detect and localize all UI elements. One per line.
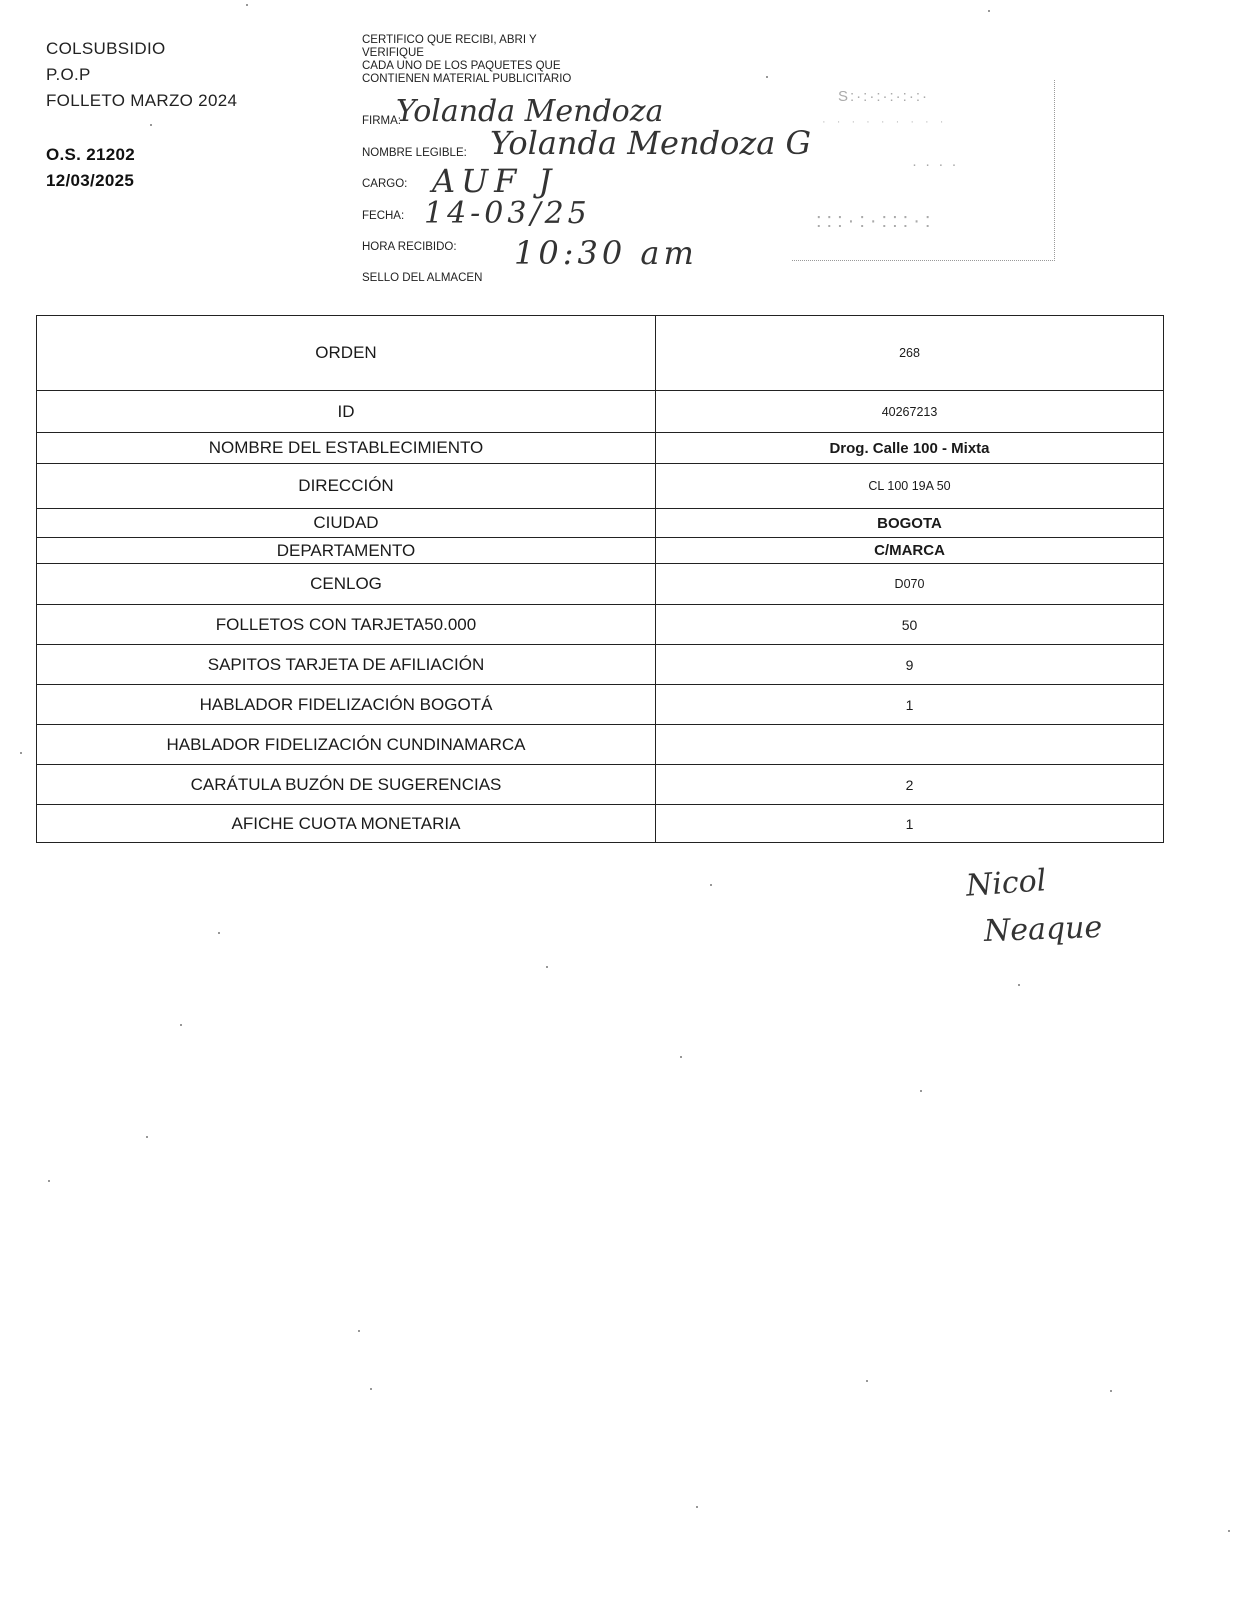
warehouse-stamp: S:·:·:·:·:·:· · · · · · · · · · · · · · :::·:·:::·:	[792, 80, 1055, 261]
row-value: BOGOTA	[656, 509, 1164, 538]
row-label: ORDEN	[37, 316, 656, 391]
cert-line: CONTIENEN MATERIAL PUBLICITARIO	[362, 73, 572, 85]
table-row	[37, 564, 1164, 605]
table-row	[37, 391, 1164, 433]
scan-speck	[1228, 1530, 1230, 1532]
row-label: DIRECCIÓN	[37, 464, 656, 509]
row-value: 40267213	[656, 391, 1164, 433]
cert-line: CERTIFICO QUE RECIBI, ABRI Y	[362, 34, 537, 46]
scan-speck	[866, 1380, 868, 1382]
company-name: COLSUBSIDIO	[46, 39, 166, 58]
scan-speck	[988, 10, 990, 12]
row-value: Drog. Calle 100 - Mixta	[656, 433, 1164, 464]
scan-speck	[20, 752, 22, 754]
cargo-label: CARGO:	[362, 178, 408, 190]
scan-speck	[48, 1180, 50, 1182]
order-service-number: O.S. 21202	[46, 145, 136, 164]
table-row	[37, 685, 1164, 725]
scan-speck	[680, 1056, 682, 1058]
firma-signature: Yolanda Mendoza	[396, 94, 664, 129]
row-label: CENLOG	[37, 564, 656, 605]
row-label: DEPARTAMENTO	[37, 538, 656, 564]
document-date: 12/03/2025	[46, 171, 135, 190]
row-value: CL 100 19A 50	[656, 464, 1164, 509]
scan-speck	[710, 884, 712, 886]
nombre-legible-label: NOMBRE LEGIBLE:	[362, 147, 467, 159]
row-label: FOLLETOS CON TARJETA50.000	[37, 605, 656, 645]
sello-almacen-label: SELLO DEL ALMACEN	[362, 272, 483, 284]
row-value: 9	[656, 645, 1164, 685]
certification-text	[362, 34, 622, 86]
table-row	[37, 725, 1164, 765]
cert-line: VERIFIQUE	[362, 47, 424, 59]
cargo-value: AUF J	[432, 162, 558, 200]
scan-speck	[1110, 1390, 1112, 1392]
row-value: 1	[656, 685, 1164, 725]
table-row	[37, 605, 1164, 645]
table-row	[37, 765, 1164, 805]
order-details-table	[36, 315, 1164, 843]
table-row	[37, 433, 1164, 464]
row-value: 268	[656, 316, 1164, 391]
handwritten-name-line2: Neaque	[983, 909, 1103, 950]
scan-speck	[358, 1330, 360, 1332]
handwritten-name-line1: Nicol	[964, 863, 1048, 904]
row-value: 2	[656, 765, 1164, 805]
scan-speck	[1018, 984, 1020, 986]
row-label: SAPITOS TARJETA DE AFILIACIÓN	[37, 645, 656, 685]
scan-speck	[370, 1388, 372, 1390]
row-value	[656, 725, 1164, 765]
fecha-value: 14-03/25	[424, 196, 591, 231]
scan-speck	[180, 1024, 182, 1026]
row-value: 1	[656, 805, 1164, 843]
row-value: C/MARCA	[656, 538, 1164, 564]
nombre-legible-value: Yolanda Mendoza G	[490, 124, 811, 162]
table-row	[37, 464, 1164, 509]
scan-speck	[546, 966, 548, 968]
cert-line: CADA UNO DE LOS PAQUETES QUE	[362, 60, 561, 72]
row-value: D070	[656, 564, 1164, 605]
scan-speck	[146, 1136, 148, 1138]
table-row	[37, 805, 1164, 843]
pop-label: P.O.P	[46, 65, 91, 84]
hora-recibido-label: HORA RECIBIDO:	[362, 241, 457, 253]
row-label: HABLADOR FIDELIZACIÓN BOGOTÁ	[37, 685, 656, 725]
table-row	[37, 316, 1164, 391]
table-row	[37, 509, 1164, 538]
hora-recibido-value: 10:30 am	[514, 234, 698, 272]
fecha-label: FECHA:	[362, 210, 405, 222]
row-label: ID	[37, 391, 656, 433]
scan-speck	[696, 1506, 698, 1508]
row-value: 50	[656, 605, 1164, 645]
folleto-title: FOLLETO MARZO 2024	[46, 91, 238, 110]
table-row	[37, 538, 1164, 564]
row-label: CIUDAD	[37, 509, 656, 538]
scan-speck	[920, 1090, 922, 1092]
document-header	[46, 36, 237, 194]
scan-speck	[246, 4, 248, 6]
row-label: NOMBRE DEL ESTABLECIMIENTO	[37, 433, 656, 464]
table-row	[37, 645, 1164, 685]
scan-speck	[218, 932, 220, 934]
firma-label: FIRMA:	[362, 115, 401, 127]
row-label: CARÁTULA BUZÓN DE SUGERENCIAS	[37, 765, 656, 805]
row-label: AFICHE CUOTA MONETARIA	[37, 805, 656, 843]
scan-speck	[150, 124, 152, 126]
scan-speck	[766, 76, 768, 78]
row-label: HABLADOR FIDELIZACIÓN CUNDINAMARCA	[37, 725, 656, 765]
